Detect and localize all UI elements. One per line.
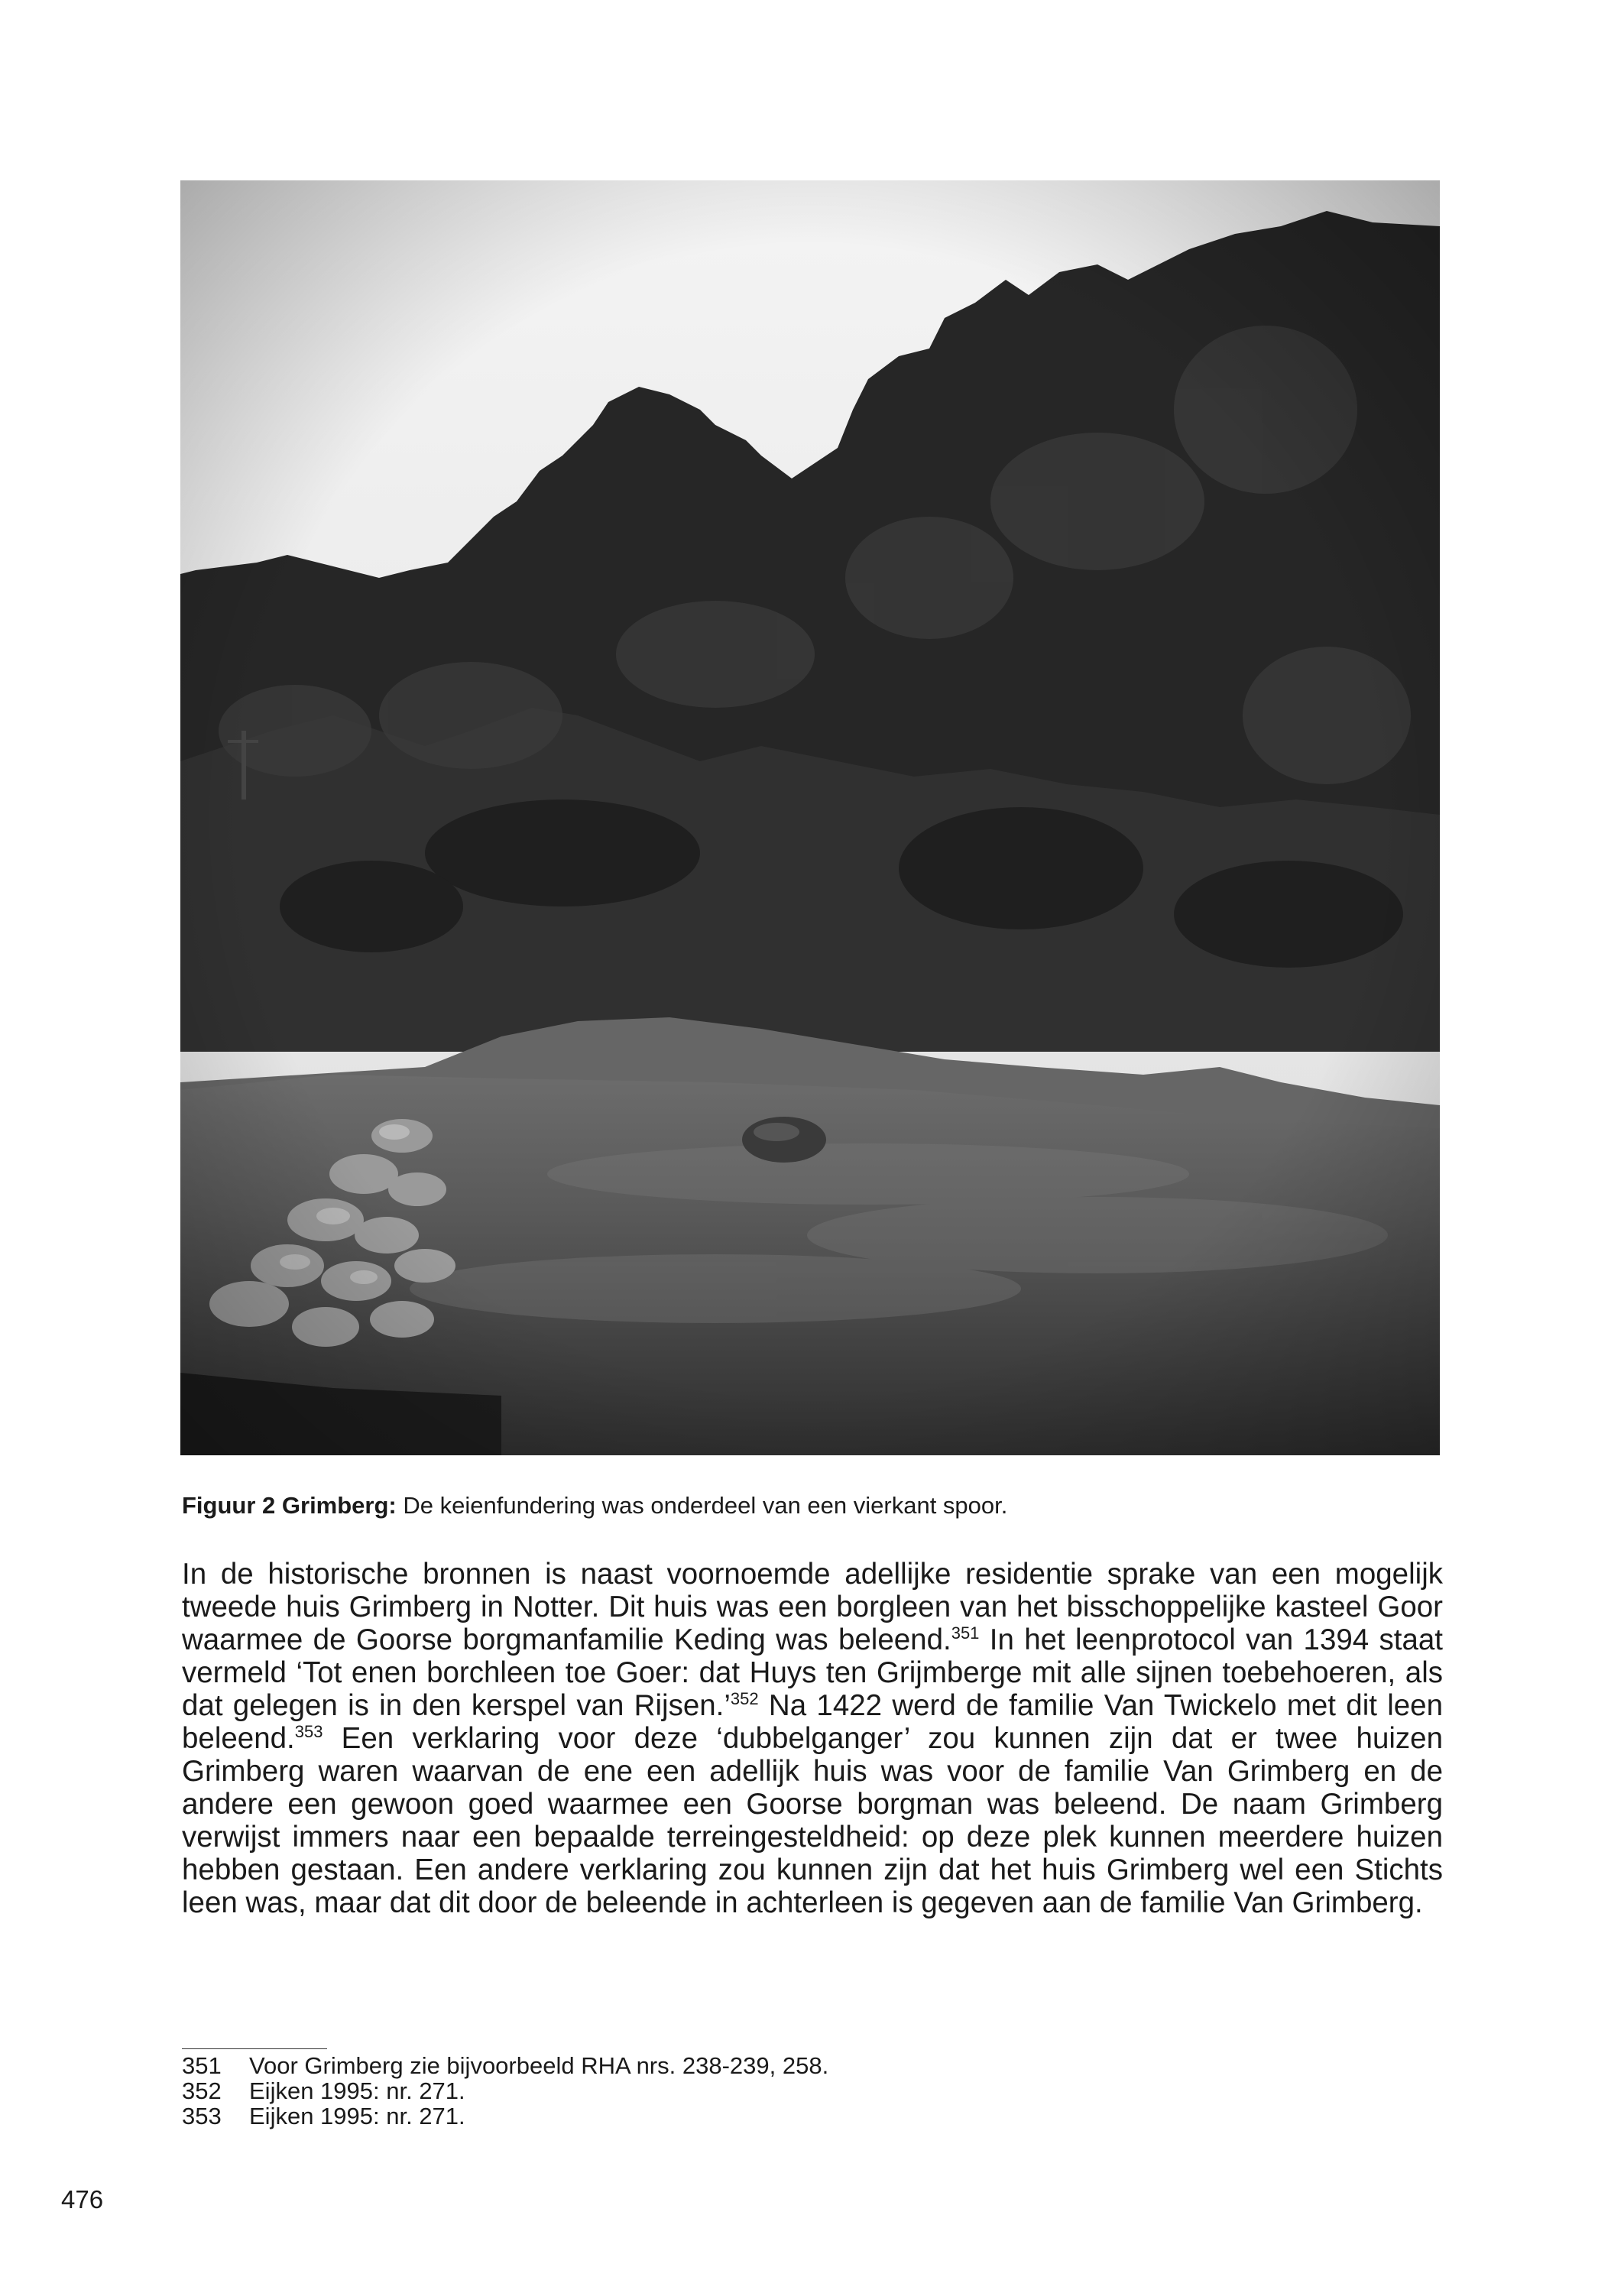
footnote-353 bbox=[182, 2103, 1443, 2129]
footnotes bbox=[182, 2053, 1443, 2129]
footnote-number: 353 bbox=[182, 2103, 222, 2129]
body-text-segment: In de historische bronnen is naast voornoemde adellijke residentie sprake van een mogelijk tweede huis Grimberg in Notter. Dit huis was een borgleen van het bisschoppelijke kasteel Goor waarmee de Goorse borgmanfamilie Keding was beleend. bbox=[182, 1558, 1443, 1656]
footnote-ref-351[interactable]: 351 bbox=[951, 1623, 980, 1643]
figure-caption-label: Figuur 2 Grimberg: bbox=[182, 1492, 397, 1519]
footnote-text: Voor Grimberg zie bijvoorbeeld RHA nrs. 238-239, 258. bbox=[249, 2052, 829, 2079]
footnote-ref-352[interactable]: 352 bbox=[730, 1689, 759, 1709]
body-text-segment: In het leenprotocol van 1394 staat vermeld ‘Tot enen borchleen toe Goer: dat Huys ten Grijmberge mit alle sijnen toebehoeren, als dat gelegen is in den kerspel van Rijsen.’ bbox=[182, 1623, 1443, 1722]
footnote-text: Eijken 1995: nr. 271. bbox=[249, 2077, 465, 2104]
footnote-text: Eijken 1995: nr. 271. bbox=[249, 2103, 465, 2129]
page-number: 476 bbox=[61, 2185, 104, 2214]
footnote-ref-353[interactable]: 353 bbox=[294, 1722, 323, 1742]
excavation-photo bbox=[180, 180, 1440, 1455]
figure-caption-text: De keienfundering was onderdeel van een vierkant spoor. bbox=[396, 1492, 1008, 1519]
footnote-number: 351 bbox=[182, 2052, 222, 2079]
body-text-segment: Een verklaring voor deze ‘dubbelganger’ zou kunnen zijn dat er twee huizen Grimberg waren waarvan de ene een adellijk huis was voor de familie Van Grimberg en de andere een gewoon goed waarmee een Goorse borgman was beleend. De naam Grimberg verwijst immers naar een bepaalde terreingesteldheid: op deze plek kunnen meerdere huizen hebben gestaan. Een andere verklaring zou kunnen zijn dat het huis Grimberg wel een Stichts leen was, maar dat dit door de beleende in achterleen is gegeven aan de familie Van Grimberg. bbox=[182, 1722, 1443, 1919]
figure-caption bbox=[182, 1490, 1443, 1521]
body-paragraph bbox=[182, 1558, 1443, 1919]
body-text-segment: Na 1422 werd de familie Van Twickelo met dit leen beleend. bbox=[182, 1689, 1444, 1755]
footnote-351 bbox=[182, 2053, 1443, 2078]
footnote-352 bbox=[182, 2078, 1443, 2103]
footnote-number: 352 bbox=[182, 2077, 222, 2104]
footnote-divider bbox=[182, 2048, 327, 2049]
